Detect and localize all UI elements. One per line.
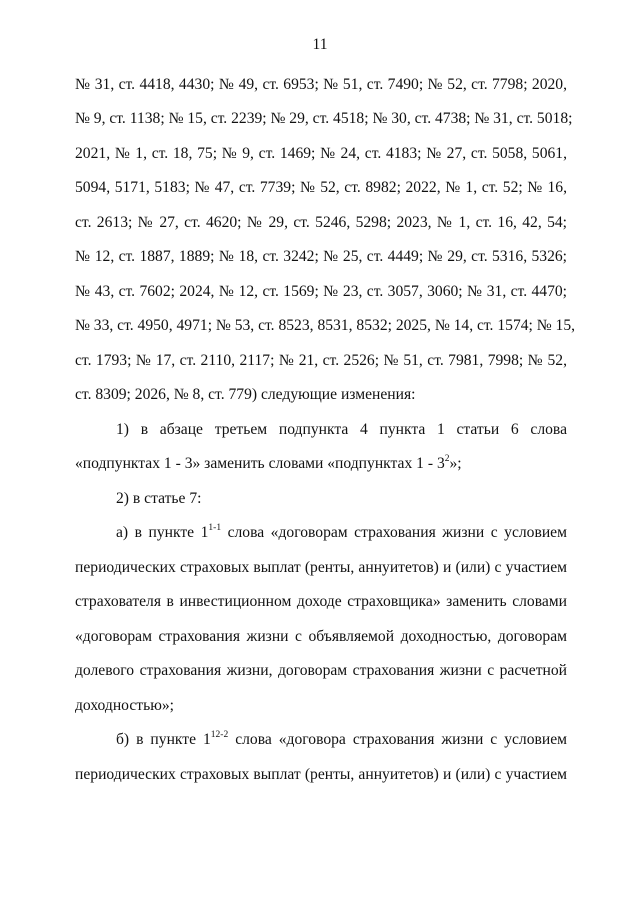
- list-item-a: [116, 523, 567, 543]
- text-line: № 9, ст. 1138; № 15, ст. 2239; № 29, ст. 4518; № 30, ст. 4738; № 31, ст. 5018;: [75, 110, 573, 127]
- superscript: 1-1: [208, 522, 222, 533]
- list-item-b: [116, 730, 567, 750]
- list-item-2: 2) в статье 7:: [116, 490, 202, 507]
- superscript: 12-2: [210, 729, 229, 740]
- text-run: «подпунктах 1 - 3» заменить словами «подпунктах 1 - 3: [75, 455, 445, 472]
- text-line: № 31, ст. 4418, 4430; № 49, ст. 6953; № 51, ст. 7490; № 52, ст. 7798; 2020,: [75, 76, 567, 93]
- text-line: доходностью»;: [75, 697, 174, 714]
- list-item-1: 1) в абзаце третьем подпункта 4 пункта 1 статьи 6 слова: [116, 421, 567, 438]
- text-line: № 33, ст. 4950, 4971; № 53, ст. 8523, 8531, 8532; 2025, № 14, ст. 1574; № 15,: [75, 317, 576, 334]
- text-line: страхователя в инвестиционном доходе страховщика» заменить словами: [75, 593, 567, 610]
- text-line: № 43, ст. 7602; 2024, № 12, ст. 1569; № 23, ст. 3057, 3060; № 31, ст. 4470;: [75, 283, 567, 300]
- text-line: ст. 1793; № 17, ст. 2110, 2117; № 21, ст. 2526; № 51, ст. 7981, 7998; № 52,: [75, 352, 567, 369]
- text-run: слова «договорам страхования жизни с условием: [221, 524, 567, 541]
- text-run: »;: [449, 455, 462, 472]
- superscript: 2: [444, 453, 450, 464]
- text-line: периодических страховых выплат (ренты, аннуитетов) и (или) с участием: [75, 559, 567, 576]
- text-line: периодических страховых выплат (ренты, аннуитетов) и (или) с участием: [75, 766, 567, 783]
- text-run: б) в пункте 1: [116, 731, 211, 748]
- text-run: слова «договора страхования жизни с условием: [228, 731, 567, 748]
- text-line: «договорам страхования жизни с объявляемой доходностью, договорам: [75, 628, 567, 645]
- text-line: ст. 2613; № 27, ст. 4620; № 29, ст. 5246, 5298; 2023, № 1, ст. 16, 42, 54;: [75, 214, 567, 231]
- text-line: 5094, 5171, 5183; № 47, ст. 7739; № 52, ст. 8982; 2022, № 1, ст. 52; № 16,: [75, 179, 567, 196]
- text-line: ст. 8309; 2026, № 8, ст. 779) следующие изменения:: [75, 386, 416, 403]
- text-line: 2021, № 1, ст. 18, 75; № 9, ст. 1469; № 24, ст. 4183; № 27, ст. 5058, 5061,: [75, 145, 567, 162]
- text-line: долевого страхования жизни, договорам страхования жизни с расчетной: [75, 662, 567, 679]
- text-run: а) в пункте 1: [116, 524, 209, 541]
- text-line: [75, 454, 567, 474]
- text-line: № 12, ст. 1887, 1889; № 18, ст. 3242; № 25, ст. 4449; № 29, ст. 5316, 5326;: [75, 248, 567, 265]
- page-number: 11: [312, 36, 328, 53]
